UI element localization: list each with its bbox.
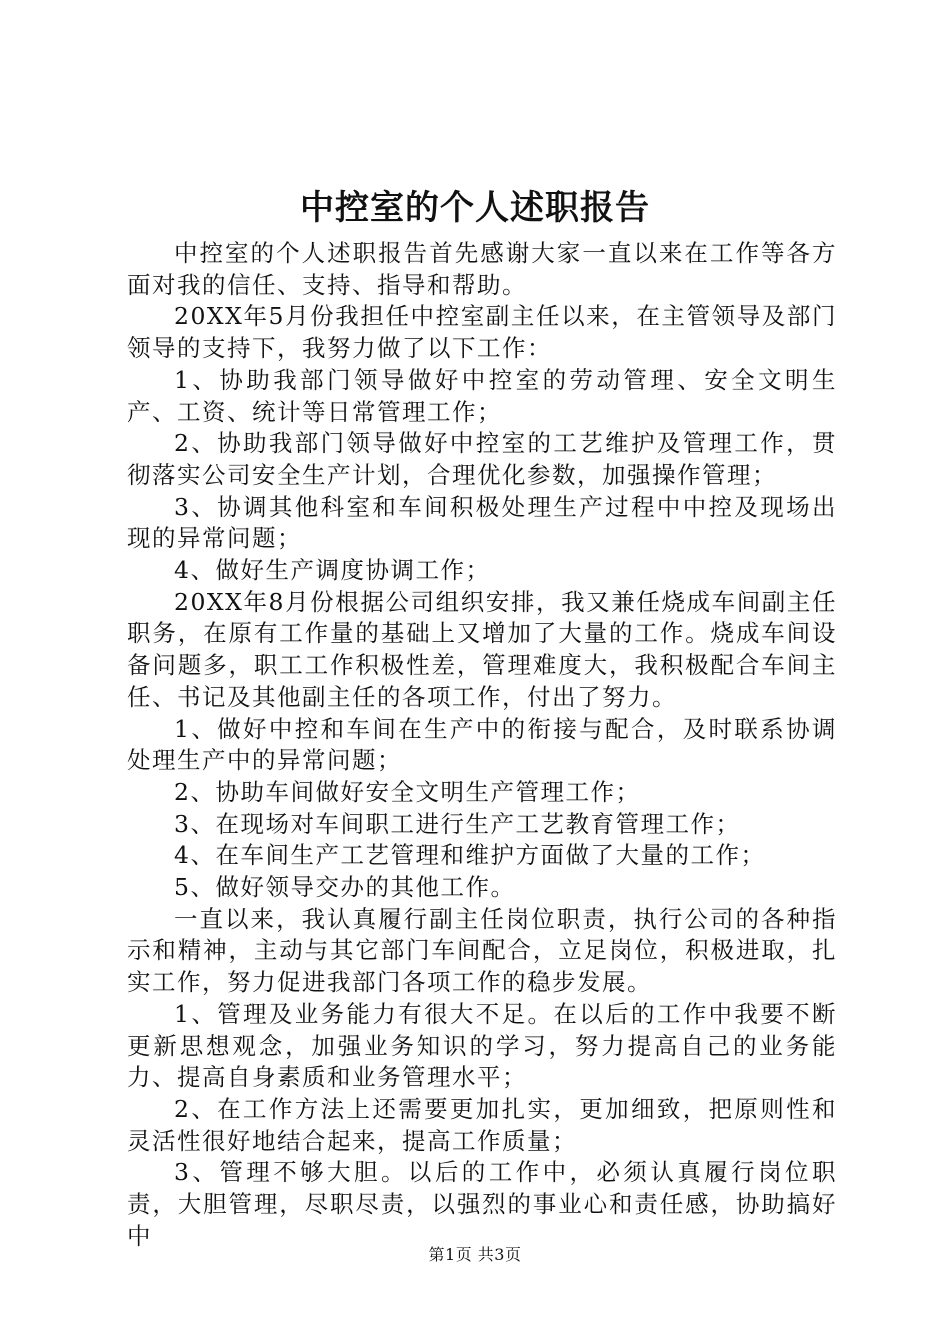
paragraph: 2、协助车间做好安全文明生产管理工作；	[174, 777, 641, 806]
paragraph: 1、协助我部门领导做好中控室的劳动管理、安全文明生产、工资、统计等日常管理工作；	[127, 365, 837, 426]
page-number-footer: 第1页 共3页	[428, 1245, 522, 1264]
paragraph: 1、管理及业务能力有很大不足。在以后的工作中我要不断更新思想观念，加强业务知识的学习，努力提高自己的业务能力、提高自身素质和业务管理水平；	[127, 999, 837, 1092]
document-body	[127, 238, 837, 1253]
paragraph: 3、在现场对车间职工进行生产工艺教育管理工作；	[174, 809, 741, 838]
paragraph: 2、在工作方法上还需要更加扎实，更加细致，把原则性和灵活性很好地结合起来，提高工作质量；	[127, 1094, 837, 1155]
paragraph: 2、协助我部门领导做好中控室的工艺维护及管理工作，贯彻落实公司安全生产计划，合理优化参数，加强操作管理；	[127, 429, 837, 489]
paragraph: 一直以来，我认真履行副主任岗位职责，执行公司的各种指示和精神，主动与其它部门车间配合，立足岗位，积极进取，扎实工作，努力促进我部门各项工作的稳步发展。	[127, 904, 837, 997]
document-title: 中控室的个人述职报告	[300, 188, 650, 228]
paragraph: 20XX年8月份根据公司组织安排，我又兼任烧成车间副主任职务，在原有工作量的基础上又增加了大量的工作。烧成车间设备问题多，职工工作积极性差，管理难度大，我积极配合车间主任、书记及其他副主任的各项工作，付出了努力。	[127, 587, 837, 711]
paragraph: 5、做好领导交办的其他工作。	[174, 873, 516, 902]
paragraph: 1、做好中控和车间在生产中的衔接与配合，及时联系协调处理生产中的异常问题；	[127, 714, 837, 775]
paragraph: 20XX年5月份我担任中控室副主任以来，在主管领导及部门领导的支持下，我努力做了以下工作：	[127, 302, 837, 363]
paragraph: 中控室的个人述职报告首先感谢大家一直以来在工作等各方面对我的信任、支持、指导和帮助。	[127, 239, 837, 299]
paragraph: 4、在车间生产工艺管理和维护方面做了大量的工作；	[174, 841, 766, 870]
paragraph: 3、协调其他科室和车间积极处理生产过程中中控及现场出现的异常问题；	[127, 492, 837, 553]
paragraph: 4、做好生产调度协调工作；	[174, 556, 491, 585]
paragraph: 3、管理不够大胆。以后的工作中，必须认真履行岗位职责，大胆管理，尽职尽责，以强烈的事业心和责任感，协助搞好中	[127, 1158, 837, 1250]
